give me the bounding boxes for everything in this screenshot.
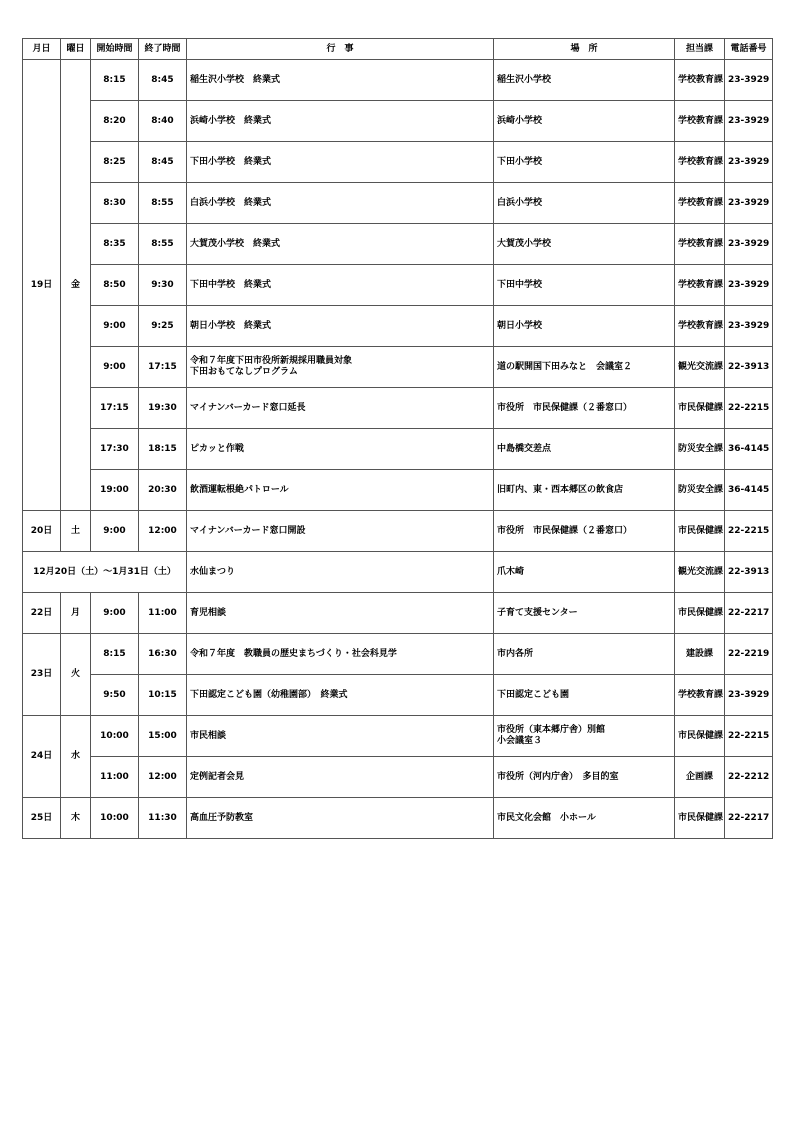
table-row xyxy=(23,101,773,142)
table-row xyxy=(23,142,773,183)
header-event: 行 事 xyxy=(187,39,494,60)
department: 市民保健課 xyxy=(675,388,725,429)
event-name: 大賀茂小学校 終業式 xyxy=(187,224,494,265)
phone-number: 22-2219 xyxy=(725,634,773,675)
phone-number: 23-3929 xyxy=(725,675,773,716)
phone-number: 23-3929 xyxy=(725,101,773,142)
event-name: 下田小学校 終業式 xyxy=(187,142,494,183)
start-time: 9:00 xyxy=(91,347,139,388)
phone-number: 22-2217 xyxy=(725,593,773,634)
event-name: 浜崎小学校 終業式 xyxy=(187,101,494,142)
phone-number: 23-3929 xyxy=(725,183,773,224)
header-row xyxy=(23,39,773,60)
event-name: マイナンバーカード窓口延長 xyxy=(187,388,494,429)
end-time: 11:00 xyxy=(139,593,187,634)
date-cell: 23日 xyxy=(23,634,61,716)
event-name: 白浜小学校 終業式 xyxy=(187,183,494,224)
end-time: 8:45 xyxy=(139,142,187,183)
event-name: 令和７年度下田市役所新規採用職員対象 下田おもてなしプログラム xyxy=(187,347,494,388)
place: 道の駅開国下田みなと 会議室２ xyxy=(494,347,675,388)
department: 学校教育課 xyxy=(675,265,725,306)
place: 市役所（河内庁舎） 多目的室 xyxy=(494,757,675,798)
phone-number: 22-2215 xyxy=(725,716,773,757)
department: 観光交流課 xyxy=(675,552,725,593)
event-name: 定例記者会見 xyxy=(187,757,494,798)
table-row xyxy=(23,716,773,757)
department: 市民保健課 xyxy=(675,593,725,634)
start-time: 8:35 xyxy=(91,224,139,265)
place: 市内各所 xyxy=(494,634,675,675)
header-weekday: 曜日 xyxy=(61,39,91,60)
department: 企画課 xyxy=(675,757,725,798)
table-row xyxy=(23,798,773,839)
event-name: 令和７年度 教職員の歴史まちづくり・社会科見学 xyxy=(187,634,494,675)
table-row xyxy=(23,347,773,388)
date-cell: 20日 xyxy=(23,511,61,552)
department: 学校教育課 xyxy=(675,183,725,224)
table-row xyxy=(23,265,773,306)
start-time: 9:00 xyxy=(91,306,139,347)
table-row xyxy=(23,429,773,470)
weekday-cell: 木 xyxy=(61,798,91,839)
department: 学校教育課 xyxy=(675,224,725,265)
table-row xyxy=(23,306,773,347)
table-row xyxy=(23,60,773,101)
start-time: 9:00 xyxy=(91,511,139,552)
place: 中島橋交差点 xyxy=(494,429,675,470)
end-time: 10:15 xyxy=(139,675,187,716)
start-time: 17:15 xyxy=(91,388,139,429)
department: 市民保健課 xyxy=(675,716,725,757)
table-row xyxy=(23,511,773,552)
date-cell: 19日 xyxy=(23,60,61,511)
department: 学校教育課 xyxy=(675,306,725,347)
phone-number: 23-3929 xyxy=(725,60,773,101)
end-time: 8:55 xyxy=(139,224,187,265)
end-time: 9:30 xyxy=(139,265,187,306)
start-time: 8:25 xyxy=(91,142,139,183)
table-row xyxy=(23,470,773,511)
place: 下田小学校 xyxy=(494,142,675,183)
end-time: 12:00 xyxy=(139,757,187,798)
weekday-cell: 金 xyxy=(61,60,91,511)
header-dept: 担当課 xyxy=(675,39,725,60)
place: 市民文化会館 小ホール xyxy=(494,798,675,839)
start-time: 17:30 xyxy=(91,429,139,470)
department: 学校教育課 xyxy=(675,60,725,101)
department: 市民保健課 xyxy=(675,798,725,839)
place: 市役所（東本郷庁舎）別館 小会議室３ xyxy=(494,716,675,757)
header-date: 月日 xyxy=(23,39,61,60)
date-cell: 24日 xyxy=(23,716,61,798)
date-cell: 25日 xyxy=(23,798,61,839)
place: 白浜小学校 xyxy=(494,183,675,224)
end-time: 12:00 xyxy=(139,511,187,552)
event-name: ピカッと作戦 xyxy=(187,429,494,470)
department: 建設課 xyxy=(675,634,725,675)
phone-number: 23-3929 xyxy=(725,306,773,347)
phone-number: 22-3913 xyxy=(725,347,773,388)
department: 防災安全課 xyxy=(675,470,725,511)
start-time: 8:15 xyxy=(91,60,139,101)
end-time: 17:15 xyxy=(139,347,187,388)
place: 稲生沢小学校 xyxy=(494,60,675,101)
start-time: 8:20 xyxy=(91,101,139,142)
end-time: 8:45 xyxy=(139,60,187,101)
start-time: 8:30 xyxy=(91,183,139,224)
end-time: 8:40 xyxy=(139,101,187,142)
event-name: 市民相談 xyxy=(187,716,494,757)
schedule-table xyxy=(22,38,773,839)
header-tel: 電話番号 xyxy=(725,39,773,60)
header-start: 開始時間 xyxy=(91,39,139,60)
place: 子育て支援センター xyxy=(494,593,675,634)
phone-number: 22-2212 xyxy=(725,757,773,798)
event-name: 育児相談 xyxy=(187,593,494,634)
event-name: 飲酒運転根絶パトロール xyxy=(187,470,494,511)
weekday-cell: 水 xyxy=(61,716,91,798)
event-name: 朝日小学校 終業式 xyxy=(187,306,494,347)
phone-number: 23-3929 xyxy=(725,265,773,306)
header-end: 終了時間 xyxy=(139,39,187,60)
table-row xyxy=(23,388,773,429)
department: 防災安全課 xyxy=(675,429,725,470)
event-name: 稲生沢小学校 終業式 xyxy=(187,60,494,101)
table-row xyxy=(23,675,773,716)
end-time: 9:25 xyxy=(139,306,187,347)
place: 浜崎小学校 xyxy=(494,101,675,142)
start-time: 8:50 xyxy=(91,265,139,306)
end-time: 8:55 xyxy=(139,183,187,224)
department: 市民保健課 xyxy=(675,511,725,552)
place: 市役所 市民保健課（２番窓口） xyxy=(494,511,675,552)
table-row xyxy=(23,634,773,675)
period-cell: 12月20日（土）～1月31日（土） xyxy=(23,552,187,593)
weekday-cell: 火 xyxy=(61,634,91,716)
start-time: 19:00 xyxy=(91,470,139,511)
table-row xyxy=(23,593,773,634)
start-time: 11:00 xyxy=(91,757,139,798)
schedule-body xyxy=(23,60,773,839)
start-time: 9:00 xyxy=(91,593,139,634)
start-time: 10:00 xyxy=(91,716,139,757)
table-row xyxy=(23,224,773,265)
event-name: 高血圧予防教室 xyxy=(187,798,494,839)
place: 下田認定こども園 xyxy=(494,675,675,716)
place: 爪木崎 xyxy=(494,552,675,593)
header-place: 場 所 xyxy=(494,39,675,60)
weekday-cell: 土 xyxy=(61,511,91,552)
table-row xyxy=(23,552,773,593)
phone-number: 22-2217 xyxy=(725,798,773,839)
table-row xyxy=(23,183,773,224)
phone-number: 23-3929 xyxy=(725,142,773,183)
phone-number: 23-3929 xyxy=(725,224,773,265)
phone-number: 22-2215 xyxy=(725,511,773,552)
phone-number: 36-4145 xyxy=(725,429,773,470)
start-time: 10:00 xyxy=(91,798,139,839)
end-time: 11:30 xyxy=(139,798,187,839)
date-cell: 22日 xyxy=(23,593,61,634)
weekday-cell: 月 xyxy=(61,593,91,634)
event-name: 水仙まつり xyxy=(187,552,494,593)
table-row xyxy=(23,757,773,798)
start-time: 8:15 xyxy=(91,634,139,675)
end-time: 19:30 xyxy=(139,388,187,429)
phone-number: 36-4145 xyxy=(725,470,773,511)
phone-number: 22-3913 xyxy=(725,552,773,593)
place: 下田中学校 xyxy=(494,265,675,306)
end-time: 15:00 xyxy=(139,716,187,757)
department: 学校教育課 xyxy=(675,675,725,716)
department: 学校教育課 xyxy=(675,101,725,142)
place: 朝日小学校 xyxy=(494,306,675,347)
department: 観光交流課 xyxy=(675,347,725,388)
department: 学校教育課 xyxy=(675,142,725,183)
event-name: マイナンバーカード窓口開設 xyxy=(187,511,494,552)
event-name: 下田認定こども園（幼稚園部） 終業式 xyxy=(187,675,494,716)
event-name: 下田中学校 終業式 xyxy=(187,265,494,306)
end-time: 18:15 xyxy=(139,429,187,470)
end-time: 20:30 xyxy=(139,470,187,511)
start-time: 9:50 xyxy=(91,675,139,716)
phone-number: 22-2215 xyxy=(725,388,773,429)
end-time: 16:30 xyxy=(139,634,187,675)
place: 大賀茂小学校 xyxy=(494,224,675,265)
place: 旧町内、東・西本郷区の飲食店 xyxy=(494,470,675,511)
place: 市役所 市民保健課（２番窓口） xyxy=(494,388,675,429)
